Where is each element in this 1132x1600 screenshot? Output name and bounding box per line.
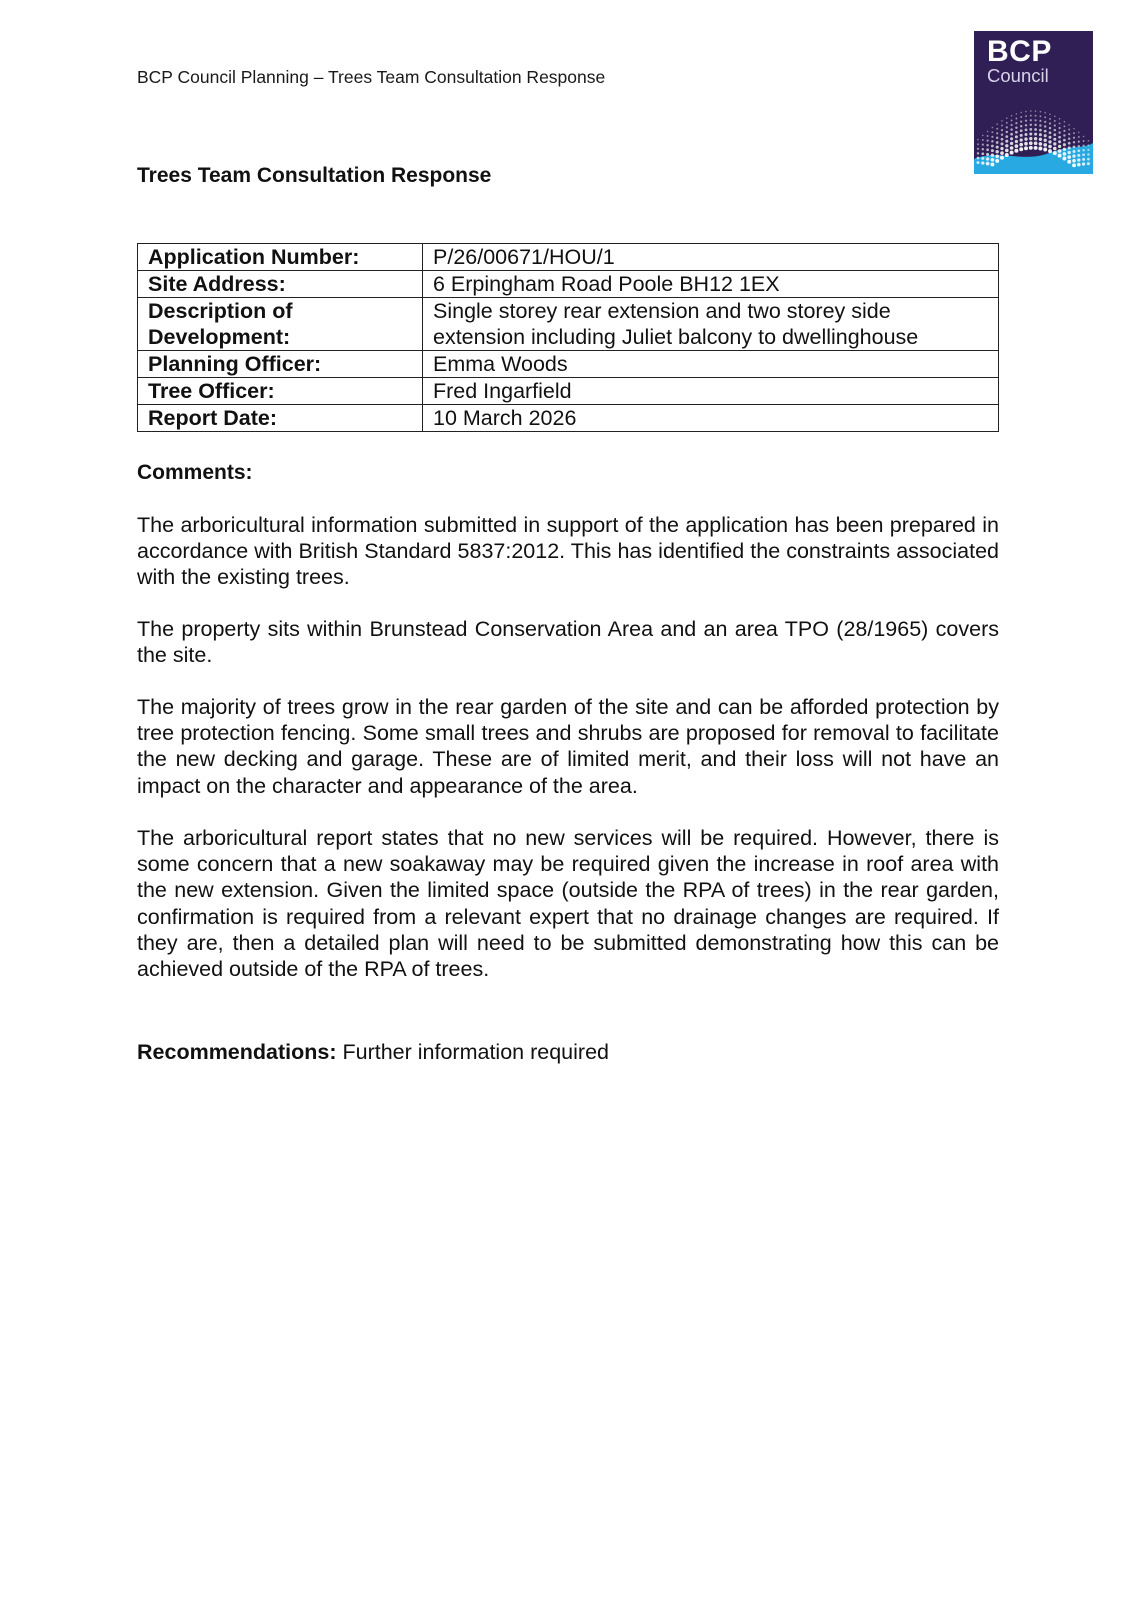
logo-sub-text: Council: [987, 65, 1049, 86]
logo-dot: [1034, 133, 1037, 136]
logo-dot: [1077, 149, 1080, 152]
logo-dot: [1035, 110, 1037, 112]
logo-dot: [1001, 120, 1003, 122]
logo-dot: [982, 135, 984, 137]
detail-label: Tree Officer:: [138, 378, 423, 405]
logo-dot: [1020, 138, 1023, 141]
logo-dot: [1077, 158, 1080, 161]
logo-dot: [1038, 147, 1042, 151]
logo-dot: [1029, 132, 1032, 135]
document-title: Trees Team Consultation Response: [137, 164, 492, 187]
logo-dot: [1068, 133, 1070, 135]
table-row: [138, 244, 999, 271]
logo-dot: [981, 157, 984, 160]
logo-dot: [1078, 132, 1080, 134]
logo-dot: [990, 162, 994, 166]
logo-dot: [1072, 159, 1076, 163]
logo-dot: [1082, 158, 1085, 161]
table-row: [138, 298, 999, 351]
logo-dot: [1020, 116, 1022, 118]
logo-dot: [1068, 137, 1070, 139]
detail-label: Description of Development:: [138, 298, 423, 351]
detail-label: Application Number:: [138, 244, 423, 271]
logo-dot: [1015, 140, 1018, 143]
logo-dot: [1058, 145, 1061, 148]
logo-dot: [1048, 136, 1051, 139]
logo-dot: [1006, 131, 1008, 133]
logo-dot: [1006, 126, 1008, 128]
logo-dot: [1039, 129, 1042, 132]
logo-dot: [1005, 140, 1008, 143]
logo-dot: [1058, 149, 1062, 153]
logo-dot: [1063, 134, 1065, 136]
logo-dot: [1067, 155, 1071, 159]
logo-dot: [1025, 120, 1027, 122]
logo-dot: [1039, 115, 1041, 117]
logo-dot: [1024, 142, 1028, 146]
logo-dot: [1011, 124, 1013, 126]
logo-dot: [1058, 154, 1062, 158]
logo-dot: [1025, 129, 1028, 132]
logo-dot: [1020, 129, 1023, 132]
logo-dot: [1068, 142, 1071, 145]
logo-dot: [991, 154, 994, 157]
running-header: BCP Council Planning – Trees Team Consultation Response: [137, 67, 606, 87]
logo-dot: [1029, 128, 1032, 131]
logo-dot: [1001, 125, 1003, 127]
logo-dot: [1034, 141, 1038, 145]
logo-dot: [1048, 140, 1051, 143]
logo-dot: [977, 139, 979, 141]
table-row: [138, 351, 999, 378]
logo-dot: [1034, 146, 1038, 150]
logo-dot: [1072, 150, 1075, 153]
logo-dot: [1058, 140, 1061, 143]
logo-dot: [1010, 137, 1013, 140]
comment-paragraph: The arboricultural information submitted in support of the application has been prepared in accordance with British Standard 5837:2012. This has identified the constraints associated with the existing trees.: [137, 513, 999, 590]
logo-dot: [991, 131, 993, 133]
logo-dot: [1068, 146, 1071, 149]
logo-main-text: BCP: [987, 35, 1052, 68]
detail-value: Single storey rear extension and two storey side extension including Juliet balcony to dwellinghouse: [423, 298, 999, 351]
logo-dot: [1049, 122, 1051, 124]
logo-dot: [1053, 151, 1057, 155]
detail-value: Fred Ingarfield: [423, 378, 999, 405]
logo-dot: [995, 159, 999, 163]
logo-dot: [1005, 153, 1009, 157]
logo-dot: [1010, 151, 1014, 155]
logo-dot: [1044, 139, 1047, 142]
logo-dot: [995, 154, 999, 158]
logo-dot: [1067, 160, 1071, 164]
logo-dot: [976, 161, 979, 164]
logo-dot: [986, 153, 989, 156]
logo-dot: [1029, 146, 1033, 150]
detail-value: P/26/00671/HOU/1: [423, 244, 999, 271]
logo-dot: [1039, 133, 1042, 136]
logo-dot: [996, 150, 999, 153]
logo-dot: [1020, 125, 1022, 127]
logo-dot: [1087, 149, 1089, 151]
logo-dot: [1039, 138, 1042, 141]
logo-dot: [1073, 128, 1075, 130]
logo-dot: [1025, 111, 1027, 113]
table-row: [138, 271, 999, 298]
logo-dot: [996, 132, 998, 134]
logo-dot: [1054, 120, 1056, 122]
logo-dot: [1030, 110, 1032, 112]
logo-dot: [991, 140, 993, 142]
recommendation-label: Recommendations:: [137, 1040, 337, 1064]
logo-dot: [987, 135, 989, 137]
logo-dot: [1024, 133, 1027, 136]
logo-dot: [1062, 157, 1066, 161]
logo-dot: [1044, 121, 1046, 123]
logo-dot: [1087, 153, 1089, 155]
logo-dot: [1006, 122, 1008, 124]
recommendation-value: Further information required: [342, 1040, 609, 1064]
logo-dot: [1043, 148, 1047, 152]
logo-dot: [1048, 149, 1052, 153]
logo-dot: [1034, 124, 1036, 126]
logo-dot: [1073, 146, 1076, 149]
comment-paragraph: The property sits within Brunstead Conservation Area and an area TPO (28/1965) covers the site.: [137, 617, 999, 668]
logo-dot: [1048, 145, 1052, 149]
logo-dot: [1005, 144, 1008, 147]
logo-dot: [1063, 130, 1065, 132]
detail-label: Planning Officer:: [138, 351, 423, 378]
logo-dot: [1015, 126, 1017, 128]
logo-dot: [1034, 137, 1037, 140]
logo-dot: [1063, 139, 1066, 142]
detail-label: Report Date:: [138, 405, 423, 432]
logo-dot: [1010, 128, 1012, 130]
logo-dot: [1000, 156, 1004, 160]
logo-dot: [1025, 115, 1027, 117]
logo-dot: [1011, 119, 1013, 121]
logo-dot: [981, 161, 984, 164]
logo-dot: [987, 140, 989, 142]
logo-dot: [977, 152, 979, 154]
logo-dot: [1083, 140, 1085, 142]
logo-dot: [1058, 136, 1061, 139]
logo-dot: [1087, 162, 1090, 165]
table-row: [138, 405, 999, 432]
logo-dot: [1043, 143, 1047, 147]
logo-dot: [1015, 144, 1019, 148]
logo-dot: [1010, 146, 1014, 150]
logo-dot: [1049, 127, 1051, 129]
logo-dot: [1072, 154, 1075, 157]
logo-dot: [1088, 140, 1090, 142]
logo-dot: [996, 128, 998, 130]
logo-dot: [1078, 141, 1080, 143]
logo-dot: [996, 123, 998, 125]
logo-dot: [1077, 163, 1081, 167]
logo-dot: [1087, 158, 1090, 161]
logo-dot: [1015, 118, 1017, 120]
logo-dot: [1044, 116, 1046, 118]
application-details-table: [137, 243, 999, 432]
logo-dot: [1068, 151, 1071, 154]
logo-dot: [977, 143, 979, 145]
logo-dot: [996, 146, 999, 149]
logo-dot: [1049, 114, 1051, 116]
logo-dot: [1000, 142, 1003, 145]
logo-dot: [1058, 131, 1060, 133]
logo-dot: [1039, 120, 1041, 122]
logo-dot: [1053, 133, 1056, 136]
logo-dot: [1054, 124, 1056, 126]
logo-dot: [1073, 141, 1075, 143]
logo-dot: [1039, 124, 1041, 126]
logo-dot: [982, 139, 984, 141]
logo-dot: [1063, 143, 1066, 146]
logo-dot: [1001, 138, 1004, 141]
logo-dot: [1054, 116, 1056, 118]
logo-dot: [991, 145, 994, 148]
logo-dot: [991, 136, 993, 138]
comments-heading: Comments:: [137, 461, 253, 484]
logo-dot: [1034, 128, 1037, 131]
logo-dot: [982, 144, 984, 146]
logo-dot: [977, 148, 979, 150]
logo-dot: [1039, 142, 1043, 146]
logo-dot: [1011, 115, 1013, 117]
detail-value: Emma Woods: [423, 351, 999, 378]
logo-dot: [991, 149, 994, 152]
logo-dot: [1063, 125, 1065, 127]
logo-dot: [1068, 129, 1070, 131]
logo-dot: [982, 148, 984, 150]
logo-dot: [1015, 122, 1017, 124]
logo-dot: [1053, 147, 1057, 151]
logo-dot: [1044, 125, 1046, 127]
logo-dot: [1030, 124, 1032, 126]
logo-dot: [986, 148, 989, 151]
logo-dot: [1077, 154, 1080, 157]
logo-dot: [1005, 135, 1008, 138]
logo-dot: [1000, 147, 1003, 150]
detail-label: Site Address:: [138, 271, 423, 298]
logo-dot: [987, 131, 989, 133]
logo-dot: [1006, 117, 1008, 119]
logo-dot: [1030, 119, 1032, 121]
logo-dot: [992, 127, 994, 129]
logo-dot: [1016, 113, 1018, 115]
logo-dot: [1035, 119, 1037, 121]
logo-dot: [1082, 162, 1085, 165]
comment-paragraph: The arboricultural report states that no new services will be required. However, there is some concern that a new soakaway may be required given the increase in roof area with the new extension. Given the limited space (outside the RPA of trees) in the rear garden, confirmation is required from a relevant expert that no drainage changes are required. If they are, then a detailed plan will need to be submitted demonstrating how this can be achieved outside of the RPA of trees.: [137, 826, 999, 982]
logo-dot: [1019, 143, 1023, 147]
logo-dot: [1082, 153, 1085, 156]
logo-dot: [1078, 136, 1080, 138]
logo-dot: [1059, 127, 1061, 129]
logo-dot: [986, 144, 988, 146]
logo-dot: [1019, 147, 1023, 151]
logo-dot: [1049, 118, 1051, 120]
logo-dot: [1083, 136, 1085, 138]
logo-dot: [1001, 129, 1003, 131]
logo-dot: [1035, 115, 1037, 117]
logo-dot: [977, 157, 980, 160]
comment-paragraph: The majority of trees grow in the rear garden of the site and can be afforded protection by tree protection fencing. Some small trees and shrubs are proposed for removal to facilitate the new decking and garage. These are of limited merit, and their loss will not have an impact on the character and appearance of the area.: [137, 695, 999, 798]
logo-dot: [991, 158, 995, 162]
logo-dot: [1063, 152, 1067, 156]
logo-dot: [1020, 121, 1022, 123]
logo-dot: [1029, 137, 1032, 140]
logo-dot: [1015, 135, 1018, 138]
logo-dot: [986, 157, 989, 160]
logo-dot: [1059, 118, 1061, 120]
logo-dot: [1010, 133, 1013, 136]
bcp-council-logo: [974, 31, 1093, 174]
logo-dot: [1029, 141, 1033, 145]
logo-dot: [1054, 129, 1056, 131]
logo-dot: [1083, 145, 1085, 147]
logo-dot: [1082, 149, 1084, 151]
logo-dot: [1014, 149, 1018, 153]
logo-dot: [1001, 133, 1003, 135]
logo-dot: [1024, 146, 1028, 150]
logo-dot: [1072, 163, 1076, 167]
logo-dot: [1087, 144, 1089, 146]
logo-dot: [1020, 112, 1022, 114]
logo-dot: [1040, 111, 1042, 113]
logo-dot: [1005, 149, 1009, 153]
logo-dot: [1064, 121, 1066, 123]
logo-dot: [1049, 131, 1052, 134]
logo-dot: [1059, 122, 1061, 124]
logo-dot: [981, 152, 984, 155]
logo-dot: [996, 137, 998, 139]
table-row: [138, 378, 999, 405]
logo-dot: [1015, 131, 1018, 134]
logo-dot: [1010, 142, 1013, 145]
logo-dot: [986, 162, 990, 166]
logo-dot: [1044, 112, 1046, 114]
recommendation: [137, 1040, 609, 1065]
logo-dot: [1078, 145, 1080, 147]
logo-dot: [1000, 151, 1004, 155]
logo-dot: [1044, 134, 1047, 137]
logo-dot: [1073, 137, 1075, 139]
logo-dot: [1024, 137, 1027, 140]
logo-dot: [1053, 138, 1056, 141]
logo-dot: [1063, 148, 1066, 151]
detail-value: 10 March 2026: [423, 405, 999, 432]
logo-dot: [1044, 130, 1047, 133]
logo-dot: [1068, 124, 1070, 126]
logo-dot: [1025, 124, 1027, 126]
logo-dot: [1030, 115, 1032, 117]
logo-dot: [1020, 134, 1023, 137]
logo-dot: [1073, 132, 1075, 134]
detail-value: 6 Erpingham Road Poole BH12 1EX: [423, 271, 999, 298]
logo-dot: [996, 141, 999, 144]
logo-dot: [1053, 142, 1056, 145]
